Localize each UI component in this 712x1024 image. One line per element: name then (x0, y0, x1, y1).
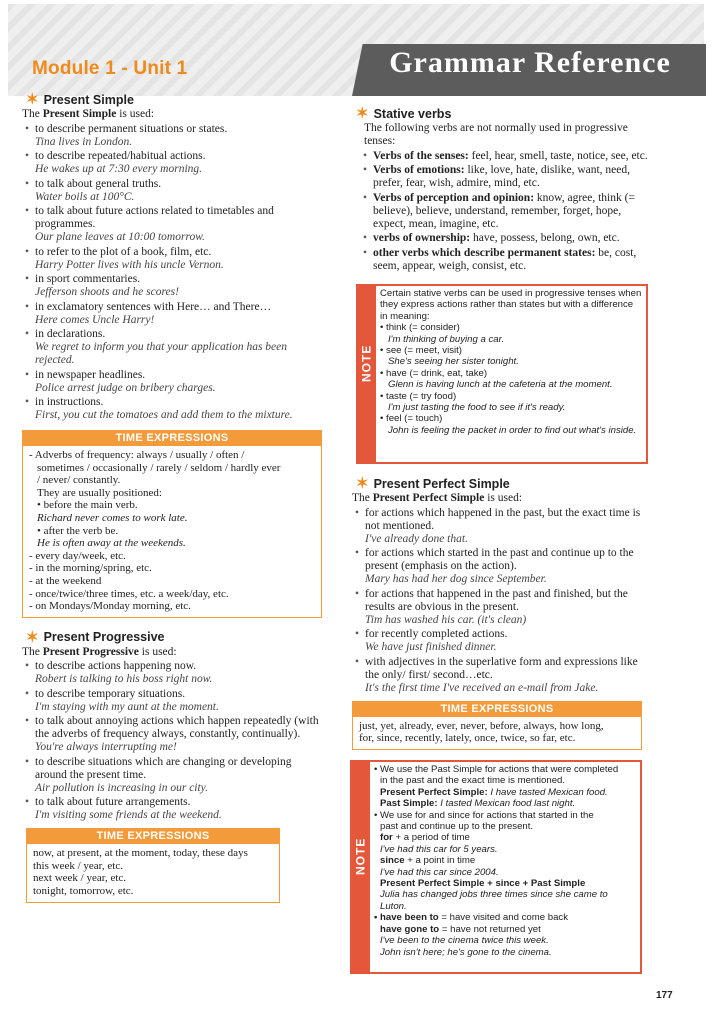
example-sentence: Jefferson shoots and he scores! (35, 286, 179, 298)
expression-line: • after the verb be. (37, 524, 119, 537)
item-text: for actions which happened in the past, but the exact time is not mentioned. (365, 506, 641, 532)
example-sentence: Robert is talking to his boss right now. (35, 673, 213, 686)
page-title: Grammar Reference (389, 46, 671, 79)
star-icon: ✶ (26, 628, 39, 646)
item-text: with adjectives in the superlative form and expressions like the only/ first/ second…etc. (365, 655, 638, 681)
example-sentence: Tim has washed his car. (it's clean) (365, 613, 527, 626)
note-example: She's seeing her sister tonight. (388, 356, 519, 368)
list-item (24, 123, 322, 149)
expression-line: - on Mondays/Monday morning, etc. (29, 600, 191, 613)
expression-line: - Adverbs of frequency: always / usually / often / (29, 449, 245, 461)
example-sentence: Here comes Uncle Harry! (35, 313, 155, 326)
list-item (362, 232, 652, 245)
list-item (362, 247, 652, 273)
note-example: John is feeling the packet in order to find out what's inside. (388, 424, 637, 436)
item-text: like, love, hate, dislike, want, need, prefer, fear, wish, admire, mind, etc. (373, 164, 631, 189)
item-text: in exclamatory sentences with Here… and There… (35, 300, 272, 313)
box-heading: TIME EXPRESSIONS (353, 702, 641, 717)
section-intro: The Present Simple is used: (22, 108, 155, 120)
list-item (354, 507, 652, 546)
item-text: to talk about future actions related to timetables and programmes. (35, 205, 274, 230)
item-text: for recently completed actions. (365, 628, 508, 640)
item-label: verbs of ownership: (373, 232, 471, 244)
module-title: Module 1 - Unit 1 (32, 58, 188, 79)
item-text: to refer to the plot of a book, film, etc. (35, 245, 212, 258)
item-label: Verbs of emotions: (373, 164, 465, 176)
list-item (24, 246, 322, 272)
expression-line: this week / year, etc. (33, 859, 123, 872)
note-verb: • think (= consider) (380, 322, 460, 334)
section-intro: The Present Progressive is used: (22, 645, 177, 658)
section-heading-present-perfect: ✶ Present Perfect Simple (356, 475, 510, 492)
item-label: Verbs of the senses: (373, 149, 469, 162)
example-sentence: Our plane leaves at 10:00 tomorrow. (35, 231, 205, 243)
example-sentence: Mary has had her dog since September. (365, 573, 547, 585)
left-column (22, 92, 322, 903)
note-verb: • have (= drink, eat, take) (380, 367, 488, 379)
item-text: know, agree, think (= believe), believe, understand, remember, forget, hope, expect, mean, imagine, etc. (373, 191, 635, 230)
item-text: to talk about annoying actions which happen repeatedly (with the adverbs of frequency always, constantly, continually). (35, 715, 319, 741)
expression-line: He is often away at the weekends. (37, 537, 186, 550)
item-text: in newspaper headlines. (35, 368, 146, 381)
list-item (354, 656, 652, 695)
list-item (24, 328, 322, 367)
example-sentence: It's the first time I've received an e-mail from Jake. (365, 681, 599, 694)
list-item (354, 588, 652, 627)
list-item (24, 150, 322, 176)
present-progressive-list (24, 660, 322, 822)
example-sentence: Police arrest judge on bribery charges. (35, 381, 216, 394)
list-item (24, 178, 322, 204)
expression-line: now, at present, at the moment, today, these days (33, 847, 248, 860)
note-example: I'm just tasting the food to see if it's ready. (388, 402, 566, 414)
list-item (354, 628, 652, 654)
note-box-present-perfect (350, 760, 642, 974)
section-heading-present-progressive: ✶ Present Progressive (26, 628, 165, 646)
example-sentence: Harry Potter lives with his uncle Vernon. (35, 258, 224, 271)
item-text: feel, hear, smell, taste, notice, see, etc. (468, 149, 648, 162)
note-tab (358, 286, 376, 462)
time-expressions-list (27, 844, 279, 901)
note-body: • We use the Past Simple for actions that were completed in the past and the exact time is mentioned. Present Perfect Simple: I have tasted Mexican food. Past Simple: I tasted Mexican food last night. • We use for and since for actions that started in the past and continue up to the present. for + a period of time I've had this car for 5 years. since + a point in time I've had this car since 2004. Present Perfect Simple + since + Past Simple Julia has changed jobs three times since she came to Luton. • have been to = have visited and come back have gone to = have not returned yet I've been to the cinema twice this week. John isn't here; he's gone to the cinema. (374, 764, 619, 958)
item-text: for actions which started in the past and continue up to the present (emphasis on the action). (365, 547, 634, 572)
item-text: in sport commentaries. (35, 273, 141, 285)
note-verb: • taste (= try food) (380, 390, 457, 402)
star-icon: ✶ (356, 475, 369, 492)
section-intro: The following verbs are not normally used in progressive tenses: (364, 122, 628, 147)
section-intro: The Present Perfect Simple is used: (352, 492, 523, 504)
expression-line: tonight, tomorrow, etc. (33, 885, 134, 897)
example-sentence: You're always interrupting me! (35, 741, 177, 754)
expression-line: / never/ constantly. (37, 474, 121, 487)
section-heading-present-simple: ✶ Present Simple (26, 91, 134, 108)
example-sentence: He wakes up at 7:30 every morning. (35, 163, 203, 175)
note-example: Glenn is having lunch at the cafeteria at the moment. (388, 379, 613, 391)
example-sentence: Air pollution is increasing in our city. (35, 781, 209, 794)
right-column-lower (352, 476, 652, 750)
note-verb: • see (= meet, visit) (380, 345, 462, 357)
expression-line: Richard never comes to work late. (37, 511, 188, 524)
item-text: in declarations. (35, 328, 106, 340)
example-sentence: I've already done that. (365, 532, 468, 545)
item-text: to describe temporary situations. (35, 687, 186, 700)
list-item (24, 660, 322, 686)
time-expressions-box-3 (352, 701, 642, 750)
box-heading: TIME EXPRESSIONS (23, 431, 321, 446)
expression-line: for, since, recently, lately, once, twice, so far, etc. (359, 732, 576, 745)
time-expressions-box-2 (26, 828, 280, 902)
time-expressions-box-1 (22, 430, 322, 618)
list-item (24, 396, 322, 422)
example-sentence: We have just finished dinner. (365, 641, 497, 653)
item-text: in instructions. (35, 396, 104, 408)
item-text: to describe situations which are changing or developing around the present time. (35, 755, 292, 781)
item-text: for actions that happened in the past and finished, but the results are obvious in the present. (365, 587, 628, 613)
expression-line: next week / year, etc. (33, 872, 127, 885)
note-tab (352, 762, 370, 972)
note-intro: Certain stative verbs can be used in progressive tenses when they express actions rather than states but with a difference in meaning: (380, 288, 642, 322)
list-item (362, 150, 652, 163)
expression-line: - in the morning/spring, etc. (29, 562, 152, 575)
item-label: Verbs of perception and opinion: (373, 191, 535, 204)
note-verb: • feel (= touch) (380, 413, 443, 425)
right-column (352, 106, 652, 273)
item-text: to talk about future arrangements. (35, 796, 191, 809)
note-label: NOTE (359, 344, 374, 382)
expression-line: sometimes / occasionally / rarely / seldom / hardly ever (37, 461, 281, 474)
item-text: have, possess, belong, own, etc. (470, 232, 620, 244)
list-item (24, 688, 322, 714)
list-item (24, 205, 322, 244)
list-item (24, 756, 322, 795)
list-item (24, 301, 322, 327)
list-item (24, 369, 322, 395)
expression-line: - once/twice/three times, etc. a week/day, etc. (29, 587, 229, 600)
example-sentence: Water boils at 100°C. (35, 190, 135, 203)
example-sentence: I'm staying with my aunt at the moment. (35, 700, 219, 713)
list-item (24, 273, 322, 299)
expression-line: • before the main verb. (37, 499, 138, 512)
section-heading-stative-verbs: ✶ Stative verbs (356, 105, 452, 122)
note-body (380, 286, 646, 438)
item-text: to talk about general truths. (35, 177, 162, 190)
note-box-stative (356, 284, 648, 464)
time-expressions-list (353, 717, 641, 749)
list-item (362, 164, 652, 190)
expression-line: just, yet, already, ever, never, before, always, how long, (359, 719, 604, 732)
list-item (24, 715, 322, 754)
present-perfect-list (354, 507, 652, 695)
item-text: to describe permanent situations or states. (35, 122, 228, 135)
present-simple-list (24, 123, 322, 423)
star-icon: ✶ (356, 105, 369, 122)
box-heading: TIME EXPRESSIONS (27, 829, 279, 844)
item-text: to describe repeated/habitual actions. (35, 150, 206, 162)
expression-line: They are usually positioned: (37, 486, 162, 499)
item-label: other verbs which describe permanent states: (373, 246, 596, 259)
list-item (354, 547, 652, 586)
list-item (24, 796, 322, 822)
page-number: 177 (656, 990, 673, 1001)
star-icon: ✶ (26, 91, 39, 108)
list-item (362, 192, 652, 231)
example-sentence: Tina lives in London. (35, 135, 133, 148)
expression-line: - every day/week, etc. (29, 549, 126, 562)
example-sentence: We regret to inform you that your application has been rejected. (35, 341, 288, 366)
item-text: to describe actions happening now. (35, 660, 197, 673)
expression-line: - at the weekend (29, 574, 102, 587)
time-expressions-list (23, 446, 321, 617)
item-text: be, cost, seem, appear, weigh, consist, etc. (373, 246, 637, 272)
example-sentence: I'm visiting some friends at the weekend. (35, 809, 222, 822)
stative-verbs-list (362, 150, 652, 273)
note-example: I'm thinking of buying a car. (388, 333, 505, 345)
note-label: NOTE (353, 837, 368, 875)
example-sentence: First, you cut the tomatoes and add them to the mixture. (35, 409, 293, 421)
